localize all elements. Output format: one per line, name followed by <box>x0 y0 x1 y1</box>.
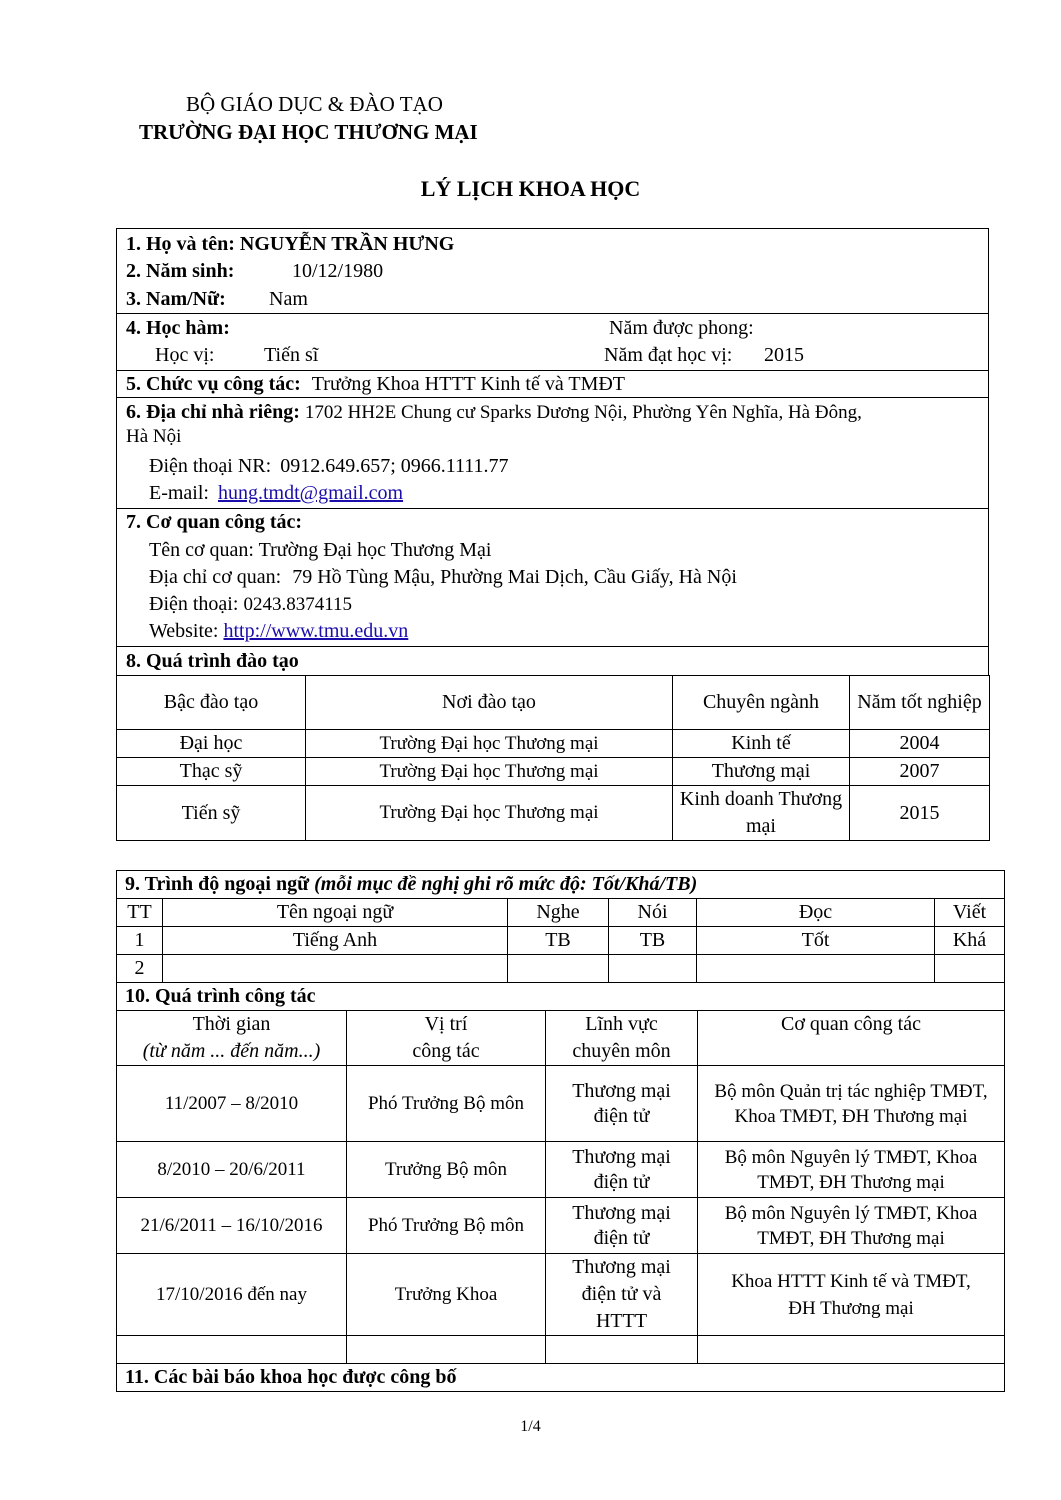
header-time-note: (từ năm ... đến năm...) <box>142 1040 321 1062</box>
table-cell: TB <box>508 927 609 955</box>
column-header <box>117 1011 347 1066</box>
divider <box>116 646 989 647</box>
home-address-value: 1702 HH2E Chung cư Sparks Dương Nội, Phường Yên Nghĩa, Hà Đông, <box>304 402 862 423</box>
gender-value: Nam <box>269 288 308 310</box>
table-cell: 8/2010 – 20/6/2011 <box>117 1142 347 1198</box>
table-cell <box>697 955 935 983</box>
column-header: Nói <box>609 899 697 927</box>
table-cell: 1 <box>117 927 163 955</box>
table-cell: 17/10/2016 đến nay <box>117 1254 347 1336</box>
table-cell: Tiến sỹ <box>117 786 306 841</box>
position-value: Trưởng Khoa HTTT Kinh tế và TMĐT <box>311 373 626 395</box>
home-address-label: 6. Địa chỉ nhà riêng: <box>126 401 300 423</box>
section-1-name <box>126 231 454 258</box>
table-cell: Trường Đại học Thương mại <box>306 758 673 786</box>
table-cell: Thương mại điện tử <box>546 1198 698 1254</box>
column-header: Năm tốt nghiệp <box>850 676 990 730</box>
table-cell: Bộ môn Quản trị tác nghiệp TMĐT, Khoa TMĐT, ĐH Thương mại <box>698 1066 1005 1142</box>
table-cell: Phó Trưởng Bộ môn <box>347 1198 546 1254</box>
table-row <box>117 1142 1005 1198</box>
section-3-gender <box>126 286 226 313</box>
table-row <box>117 1254 1005 1336</box>
table-cell: TB <box>609 927 697 955</box>
table-cell: Thương mại điện tử <box>546 1142 698 1198</box>
table-cell: Trường Đại học Thương mại <box>306 786 673 841</box>
table-cell <box>347 1336 546 1364</box>
header-position-2: công tác <box>412 1040 480 1062</box>
position-label: 5. Chức vụ công tác: <box>126 373 301 395</box>
table-row <box>117 730 990 758</box>
home-address-cont: Hà Nội <box>126 426 182 447</box>
name-label: 1. Họ và tên: <box>126 233 235 255</box>
header-time: Thời gian <box>192 1013 271 1035</box>
table-cell: 2 <box>117 955 163 983</box>
table-cell: Phó Trưởng Bộ môn <box>347 1066 546 1142</box>
table-cell: Thương mại điện tử <box>546 1066 698 1142</box>
website-link[interactable]: http://www.tmu.edu.vn <box>223 620 409 642</box>
column-header: Viết <box>935 899 1005 927</box>
section-2-birth <box>126 258 234 285</box>
table-cell <box>609 955 697 983</box>
column-header <box>347 1011 546 1066</box>
degree-value: Tiến sĩ <box>264 344 319 366</box>
table-row <box>117 1198 1005 1254</box>
table-cell: Kinh tế <box>673 730 850 758</box>
section-6-address <box>126 399 976 426</box>
email <box>149 480 403 507</box>
workplace-name <box>149 537 491 564</box>
table-cell: Thạc sỹ <box>117 758 306 786</box>
table-cell: 2007 <box>850 758 990 786</box>
table-cell <box>546 1336 698 1364</box>
table-cell: Trưởng Bộ môn <box>347 1142 546 1198</box>
year-awarded-label: Năm được phong: <box>609 317 754 339</box>
language-note: (mỗi mục đề nghị ghi rõ mức độ: Tốt/Khá/TB) <box>314 873 698 895</box>
section-5-position <box>126 371 625 398</box>
table-cell: 2004 <box>850 730 990 758</box>
table-cell <box>698 1336 1005 1364</box>
table-cell <box>117 1336 347 1364</box>
workplace-address-label: Địa chỉ cơ quan: <box>149 566 282 588</box>
training-label: 8. Quá trình đào tạo <box>126 650 299 672</box>
home-phone-value: 0912.649.657; 0966.1111.77 <box>280 455 509 477</box>
degree-year-label: Năm đạt học vị: <box>604 344 733 366</box>
divider <box>116 313 989 314</box>
table-cell: Trưởng Khoa <box>347 1254 546 1336</box>
header-field: Lĩnh vực <box>585 1013 658 1035</box>
workplace-phone <box>149 591 352 618</box>
column-header: Nơi đào tạo <box>306 676 673 730</box>
workplace-address <box>149 564 737 591</box>
website-label: Website: <box>149 620 219 642</box>
table-header-row <box>117 899 1005 927</box>
table-cell: Bộ môn Nguyên lý TMĐT, Khoa TMĐT, ĐH Thương mại <box>698 1142 1005 1198</box>
publications-label: 11. Các bài báo khoa học được công bố <box>117 1364 1005 1392</box>
training-table <box>116 675 990 841</box>
table-cell: Tốt <box>697 927 935 955</box>
table-cell: Thương mại điện tử và HTTT <box>546 1254 698 1336</box>
language-section-title <box>117 871 1005 899</box>
table-cell: Kinh doanh Thương mại <box>673 786 850 841</box>
birth-label: 2. Năm sinh: <box>126 260 235 282</box>
table-cell: 2015 <box>850 786 990 841</box>
ministry-heading: BỘ GIÁO DỤC & ĐÀO TẠO <box>186 92 443 116</box>
table-cell <box>163 955 508 983</box>
email-link[interactable]: hung.tmdt@gmail.com <box>217 482 404 504</box>
table-cell: 11/2007 – 8/2010 <box>117 1066 347 1142</box>
table-cell: Bộ môn Nguyên lý TMĐT, Khoa TMĐT, ĐH Thương mại <box>698 1198 1005 1254</box>
table-cell: 21/6/2011 – 16/10/2016 <box>117 1198 347 1254</box>
table-cell: Trường Đại học Thương mại <box>306 730 673 758</box>
table-header-row <box>117 676 990 730</box>
header-position: Vị trí <box>424 1013 468 1035</box>
section-title-row <box>117 1364 1005 1392</box>
home-phone-label: Điện thoại NR: <box>149 455 272 477</box>
table-cell: Thương mại <box>673 758 850 786</box>
degree-label: Học vị: <box>155 344 215 366</box>
workplace-name-label: Tên cơ quan: <box>149 539 254 561</box>
gender-label: 3. Nam/Nữ: <box>126 288 226 310</box>
workplace-phone-label: Điện thoại: <box>149 593 239 615</box>
page-title: LÝ LỊCH KHOA HỌC <box>420 176 641 201</box>
birth-value: 10/12/1980 <box>292 260 384 282</box>
column-header: Bậc đào tạo <box>117 676 306 730</box>
table-cell: Tiếng Anh <box>163 927 508 955</box>
section-title-row <box>117 983 1005 1011</box>
degree-year: 2015 <box>764 344 804 366</box>
table-row <box>117 1066 1005 1142</box>
table-row <box>117 955 1005 983</box>
header-field-2: chuyên môn <box>572 1040 671 1062</box>
section-title-row <box>117 871 1005 899</box>
column-header: Nghe <box>508 899 609 927</box>
work-history-label: 10. Quá trình công tác <box>117 983 1005 1011</box>
table-cell: Khoa HTTT Kinh tế và TMĐT, ĐH Thương mại <box>698 1254 1005 1336</box>
table-header-row <box>117 1011 1005 1066</box>
column-header: Chuyên ngành <box>673 676 850 730</box>
academic-title-label: 4. Học hàm: <box>126 317 230 339</box>
table-row <box>117 786 990 841</box>
university-heading: TRƯỜNG ĐẠI HỌC THƯƠNG MẠI <box>139 120 478 144</box>
home-phone <box>149 453 509 480</box>
table-cell: Đại học <box>117 730 306 758</box>
name-value: NGUYỄN TRẦN HƯNG <box>239 233 455 255</box>
column-header: Tên ngoại ngữ <box>163 899 508 927</box>
workplace-label: 7. Cơ quan công tác: <box>126 511 303 533</box>
table-row <box>117 927 1005 955</box>
table-cell: Khá <box>935 927 1005 955</box>
table-row <box>117 1336 1005 1364</box>
workplace-name-value: Trường Đại học Thương Mại <box>258 539 492 561</box>
column-header: Đọc <box>697 899 935 927</box>
work-history-table <box>116 982 1005 1392</box>
table-cell <box>508 955 609 983</box>
workplace-address-value: 79 Hồ Tùng Mậu, Phường Mai Dịch, Cầu Giấy, Hà Nội <box>292 566 737 588</box>
website <box>149 618 408 645</box>
table-row <box>117 758 990 786</box>
language-label: 9. Trình độ ngoại ngữ <box>125 873 310 895</box>
workplace-phone-value: 0243.8374115 <box>243 594 352 615</box>
email-label: E-mail: <box>149 482 209 504</box>
page-number: 1/4 <box>520 1418 541 1435</box>
column-header: Cơ quan công tác <box>698 1011 1005 1066</box>
table-cell <box>935 955 1005 983</box>
language-table <box>116 870 1005 983</box>
column-header <box>546 1011 698 1066</box>
column-header: TT <box>117 899 163 927</box>
